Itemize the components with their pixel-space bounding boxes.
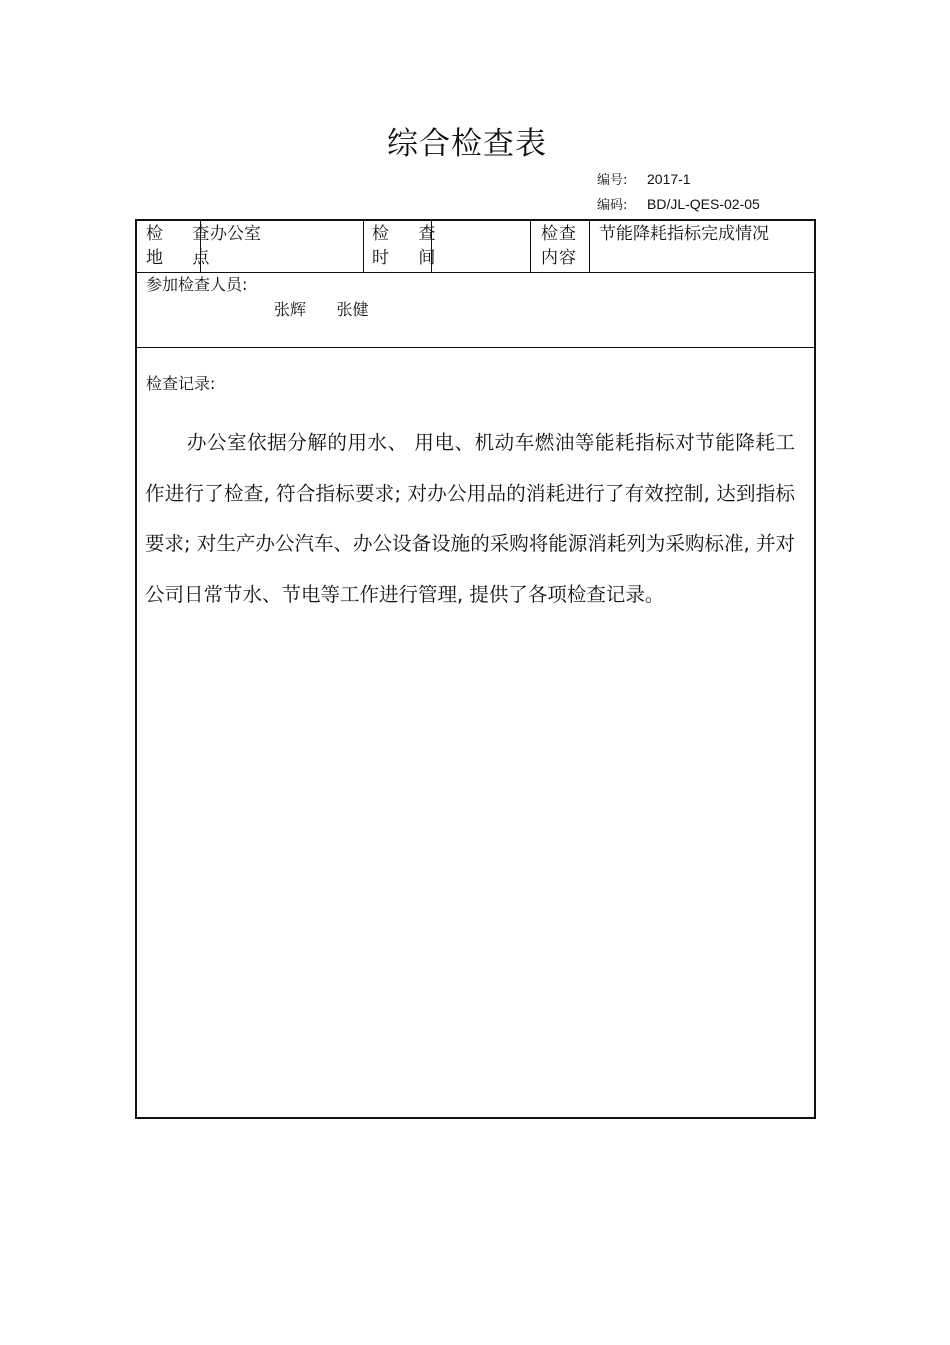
- inspection-form: [135, 219, 816, 1119]
- participants-names: 张辉 张健: [274, 300, 369, 319]
- document-number-label: 编号:: [597, 173, 628, 188]
- column-divider: [530, 221, 531, 272]
- document-code-label: 编码:: [597, 198, 628, 213]
- document-number: [597, 171, 691, 189]
- content-value: 节能降耗指标完成情况: [599, 224, 769, 244]
- page-title: 综合检查表: [387, 126, 547, 162]
- document-code: [597, 196, 760, 214]
- row-divider: [137, 272, 814, 273]
- document-number-value: 2017-1: [647, 171, 691, 187]
- column-divider: [589, 221, 590, 272]
- location-value: 办公室: [210, 224, 261, 244]
- column-divider: [363, 221, 364, 272]
- record-label: 检查记录:: [146, 374, 216, 393]
- row-divider: [137, 347, 814, 348]
- document-code-value: BD/JL-QES-02-05: [647, 196, 760, 212]
- participants-label: 参加检查人员:: [146, 275, 248, 294]
- content-label: 检查 内容: [541, 224, 577, 268]
- location-label: 检 查 地 点: [146, 224, 222, 268]
- time-label: 检 查 时 间: [372, 224, 448, 268]
- record-body: 办公室依据分解的用水、 用电、机动车燃油等能耗指标对节能降耗工作进行了检查, 符合指标要求; 对办公用品的消耗进行了有效控制, 达到指标要求; 对生产办公汽车、办公设备设施的采购将能源消耗列为采购标准, 并对公司日常节水、节电等工作进行管理, 提供了各项检查记录。: [145, 431, 795, 606]
